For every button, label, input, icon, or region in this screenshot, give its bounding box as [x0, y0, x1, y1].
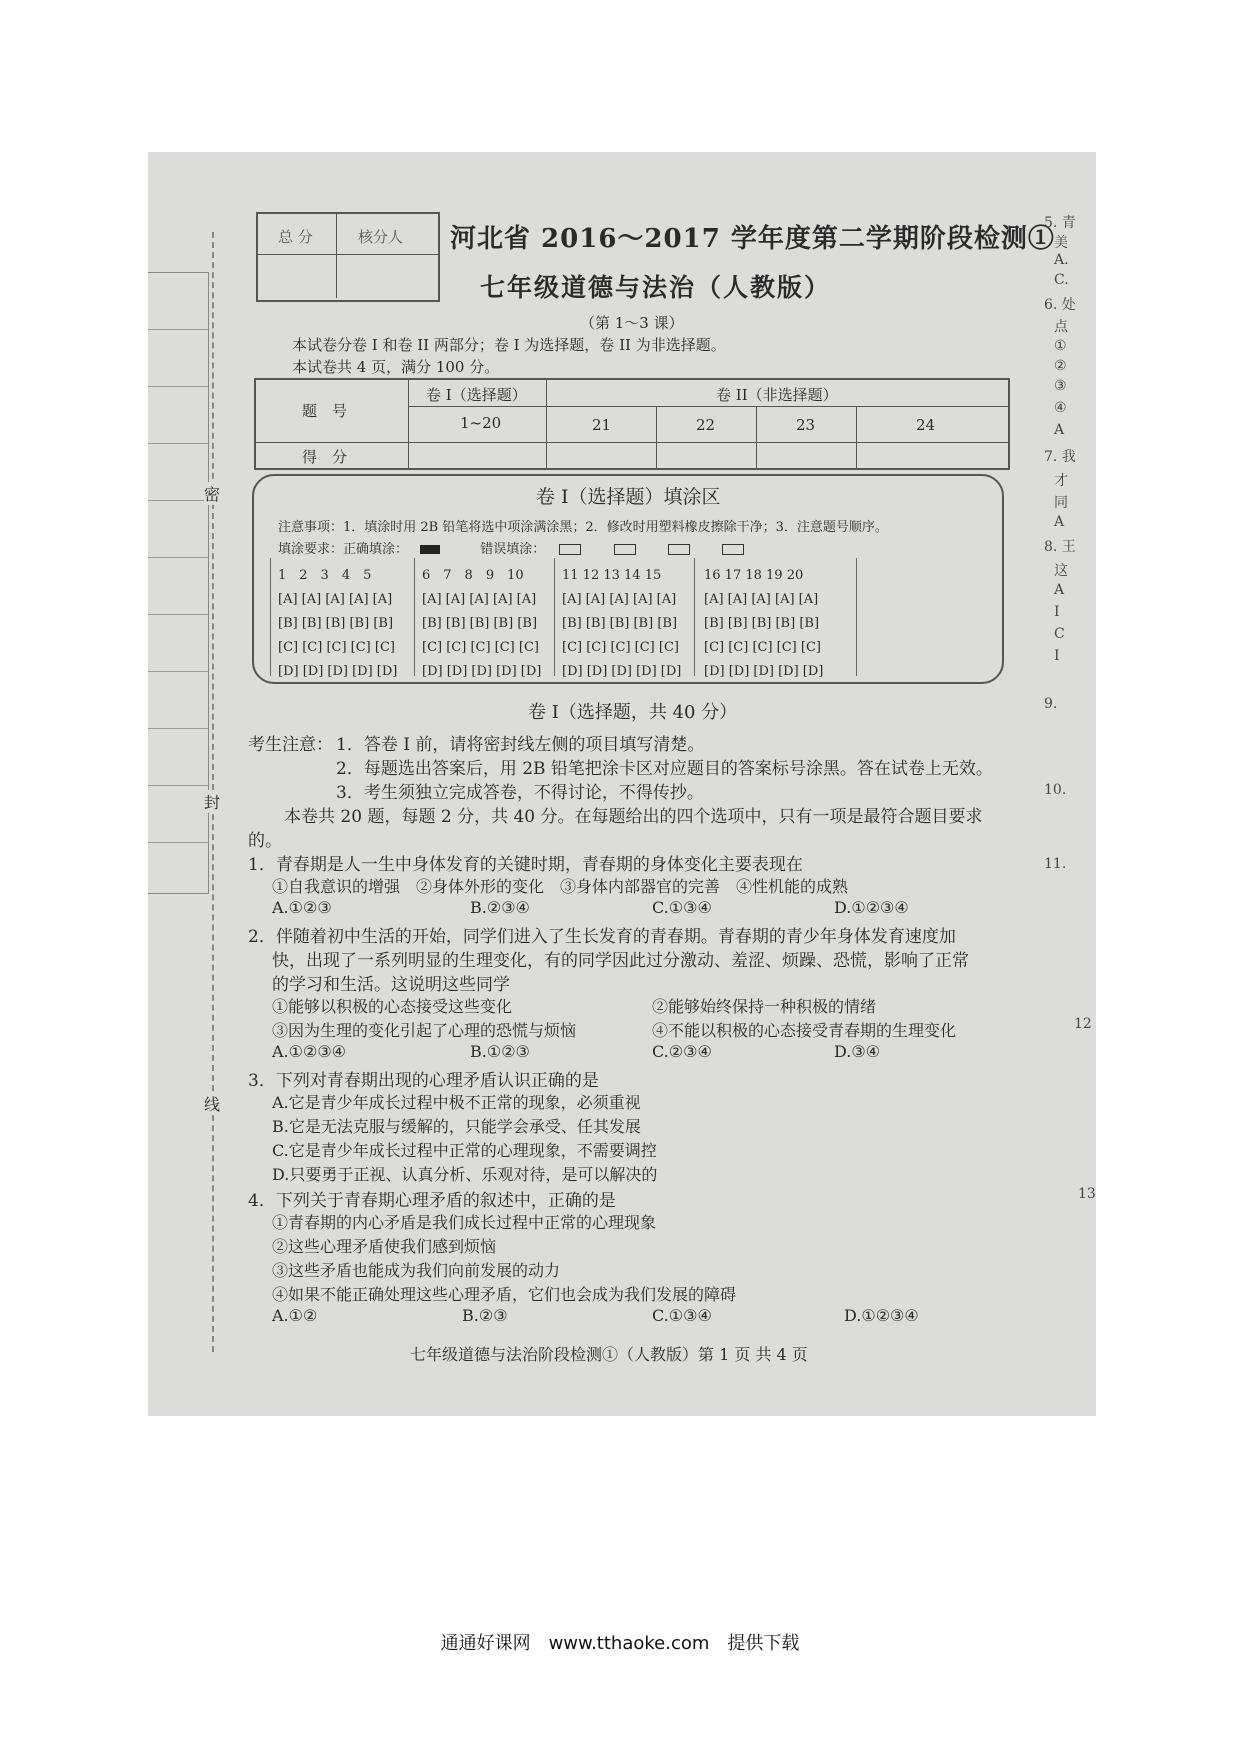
- col-24: 24: [916, 416, 936, 434]
- bubble-row-b[interactable]: [B] [B] [B] [B] [B]: [422, 616, 538, 631]
- right-fragment: A: [1054, 582, 1065, 598]
- seal-word-xian: 线: [204, 1092, 220, 1115]
- q4-option-d: D.①②③④: [844, 1306, 919, 1325]
- right-fragment: I: [1054, 604, 1060, 620]
- bubble-group-1: [278, 564, 404, 684]
- q4-option-c: C.①③④: [652, 1306, 712, 1325]
- q1-items: ①自我意识的增强 ②身体外形的变化 ③身体内部器官的完善 ④性机能的成熟: [272, 877, 849, 896]
- right-fragment: 13: [1078, 1186, 1096, 1202]
- q1-option-c: C.①③④: [652, 898, 712, 917]
- right-fragment: 6. 处: [1044, 297, 1076, 313]
- wrong-fill-icon-3: [668, 544, 690, 555]
- bubble-numbers: 11 12 13 14 15: [562, 568, 662, 583]
- left-info-table: [148, 272, 209, 894]
- bubble-row-c[interactable]: [C] [C] [C] [C] [C]: [422, 640, 539, 655]
- total-score-label: 总 分: [278, 228, 313, 246]
- bubble-row-c[interactable]: [C] [C] [C] [C] [C]: [278, 640, 395, 655]
- notice-2: 2．每题选出答案后，用 2B 铅笔把涂卡区对应题目的答案标号涂黑。答在试卷上无效。: [336, 759, 993, 779]
- score-table: [254, 378, 1010, 470]
- grid-separator: [554, 558, 555, 676]
- seal-word-mi: 密: [204, 482, 220, 505]
- fill-area-title: 卷 I（选择题）填涂区: [536, 486, 721, 508]
- notice-1: 1．答卷 I 前，请将密封线左侧的项目填写清楚。: [336, 735, 705, 755]
- wrong-fill-icon-4: [722, 544, 744, 555]
- col-21: 21: [592, 416, 612, 434]
- bubble-row-a[interactable]: [A] [A] [A] [A] [A]: [704, 592, 819, 607]
- right-fragment: 点: [1054, 319, 1068, 335]
- right-fragment: 12: [1074, 1016, 1092, 1032]
- q3-option-d: D.只要勇于正视、认真分析、乐观对待，是可以解决的: [272, 1165, 658, 1184]
- right-fragment: I: [1054, 648, 1060, 664]
- bubble-row-d[interactable]: [D] [D] [D] [D] [D]: [704, 664, 824, 679]
- q1-option-a: A.①②③: [272, 898, 332, 917]
- right-fragment: 才: [1054, 473, 1068, 489]
- right-fragment: 这: [1054, 563, 1068, 579]
- col-23: 23: [796, 416, 816, 434]
- bubble-numbers: 1 2 3 4 5: [278, 568, 372, 583]
- right-fragment: ②: [1054, 358, 1067, 374]
- score-box: [256, 212, 440, 302]
- bubble-row-b[interactable]: [B] [B] [B] [B] [B]: [704, 616, 820, 631]
- q4-item-3: ③这些矛盾也能成为我们向前发展的动力: [272, 1261, 561, 1280]
- q3-option-a: A.它是青少年成长过程中极不正常的现象，必须重视: [272, 1093, 641, 1112]
- q1-stem: 1．青春期是人一生中身体发育的关键时期，青春期的身体变化主要表现在: [248, 855, 803, 875]
- q2-option-c: C.②③④: [652, 1042, 712, 1061]
- section-1-title: 卷 I（选择题，共 40 分）: [528, 702, 738, 723]
- q2-stem-1: 2．伴随着初中生活的开始，同学们进入了生长发育的青春期。青春期的青少年身体发育速度加: [248, 927, 956, 947]
- bubble-row-c[interactable]: [C] [C] [C] [C] [C]: [704, 640, 821, 655]
- checker-label: 核分人: [358, 228, 404, 246]
- q3-option-b: B.它是无法克服与缓解的，只能学会承受、任其发展: [272, 1117, 641, 1136]
- bubble-row-b[interactable]: [B] [B] [B] [B] [B]: [278, 616, 394, 631]
- q4-item-1: ①青春期的内心矛盾是我们成长过程中正常的心理现象: [272, 1213, 657, 1232]
- q4-item-4: ④如果不能正确处理这些心理矛盾，它们也会成为我们发展的障碍: [272, 1285, 737, 1304]
- wrong-fill-label: 错误填涂：: [480, 542, 546, 557]
- fill-notes: 注意事项：1．填涂时用 2B 铅笔将选中项涂满涂黑；2．修改时用塑料橡皮擦除干净；3．注意题号顺序。: [278, 520, 888, 535]
- part1-header: 卷 I（选择题）: [426, 386, 527, 404]
- q2-stem-3: 的学习和生活。这说明这些同学: [272, 975, 510, 995]
- right-fragment: C.: [1054, 272, 1069, 288]
- part2-header: 卷 II（非选择题）: [716, 386, 838, 404]
- seal-word-feng: 封: [204, 790, 220, 813]
- instruction-line-1: 本卷共 20 题，每题 2 分，共 40 分。在每题给出的四个选项中，只有一项是最符合题目要求: [284, 807, 983, 827]
- bubble-row-a[interactable]: [A] [A] [A] [A] [A]: [422, 592, 537, 607]
- col-1-20: 1~20: [460, 414, 502, 432]
- q3-stem: 3．下列对青春期出现的心理矛盾认识正确的是: [248, 1071, 599, 1091]
- q2-option-a: A.①②③④: [272, 1042, 347, 1061]
- bubble-row-b[interactable]: [B] [B] [B] [B] [B]: [562, 616, 678, 631]
- q2-item-4: ④不能以积极的心态接受青春期的生理变化: [652, 1021, 957, 1040]
- bubble-group-3: [562, 564, 688, 684]
- bubble-row-a[interactable]: [A] [A] [A] [A] [A]: [562, 592, 677, 607]
- right-fragment: ③: [1054, 378, 1067, 394]
- instruction-line-2: 的。: [248, 831, 282, 851]
- page-footer: 七年级道德与法治阶段检测①（人教版）第 1 页 共 4 页: [410, 1345, 808, 1364]
- right-fragment: 11.: [1044, 856, 1067, 872]
- right-fragment: A: [1054, 422, 1065, 438]
- right-fragment: 10.: [1044, 782, 1067, 798]
- right-fragment: A.: [1054, 252, 1069, 268]
- bubble-group-2: [422, 564, 548, 684]
- bubble-row-c[interactable]: [C] [C] [C] [C] [C]: [562, 640, 679, 655]
- bubble-numbers: 16 17 18 19 20: [704, 568, 804, 583]
- intro-line-2: 本试卷共 4 页，满分 100 分。: [292, 358, 500, 376]
- q2-option-d: D.③④: [834, 1042, 881, 1061]
- q3-option-c: C.它是青少年成长过程中正常的心理现象，不需要调控: [272, 1141, 657, 1160]
- q1-option-d: D.①②③④: [834, 898, 909, 917]
- bubble-numbers: 6 7 8 9 10: [422, 568, 524, 583]
- download-watermark: 通通好课网 www.tthaoke.com 提供下载: [440, 1633, 800, 1654]
- correct-fill-icon: [420, 545, 440, 554]
- row-label-number: 题 号: [302, 402, 348, 420]
- right-fragment: 5. 青: [1044, 215, 1076, 231]
- right-fragment: 7. 我: [1044, 449, 1076, 465]
- q4-item-2: ②这些心理矛盾使我们感到烦恼: [272, 1237, 497, 1256]
- right-fragment: ①: [1054, 338, 1067, 354]
- q2-item-2: ②能够始终保持一种积极的情绪: [652, 997, 877, 1016]
- row-label-score: 得 分: [302, 448, 348, 466]
- right-fragment: ④: [1054, 400, 1067, 416]
- notice-3: 3．考生须独立完成答卷，不得讨论，不得传抄。: [336, 783, 704, 803]
- bubble-group-4: [704, 564, 830, 684]
- grid-separator: [414, 558, 415, 676]
- notice-label: 考生注意：: [248, 735, 333, 755]
- exam-title: 河北省 2016～2017 学年度第二学期阶段检测①: [450, 224, 1055, 254]
- q2-item-3: ③因为生理的变化引起了心理的恐慌与烦恼: [272, 1021, 577, 1040]
- bubble-row-a[interactable]: [A] [A] [A] [A] [A]: [278, 592, 393, 607]
- subject-title: 七年级道德与法治（人教版）: [480, 273, 832, 302]
- col-22: 22: [696, 416, 716, 434]
- q2-option-b: B.①②③: [470, 1042, 530, 1061]
- bubble-row-d[interactable]: [D] [D] [D] [D] [D]: [562, 664, 682, 679]
- right-fragment: A: [1054, 514, 1065, 530]
- correct-fill-label: 填涂要求：正确填涂：: [278, 542, 409, 557]
- q4-stem: 4．下列关于青春期心理矛盾的叙述中，正确的是: [248, 1191, 616, 1211]
- lessons-range: （第 1～3 课）: [580, 314, 684, 332]
- right-fragment: C: [1054, 626, 1065, 642]
- grid-separator: [856, 558, 857, 676]
- right-fragment: 美: [1054, 235, 1068, 251]
- q1-option-b: B.②③④: [470, 898, 530, 917]
- fill-requirements: [278, 538, 744, 557]
- q4-option-a: A.①②: [272, 1306, 318, 1325]
- wrong-fill-icon-1: [559, 544, 581, 555]
- wrong-fill-icon-2: [614, 544, 636, 555]
- q2-stem-2: 快，出现了一系列明显的生理变化，有的同学因此过分激动、羞涩、烦躁、恐慌，影响了正常: [272, 951, 969, 971]
- right-fragment: 8. 王: [1044, 539, 1076, 555]
- grid-separator: [270, 558, 271, 676]
- q4-option-b: B.②③: [462, 1306, 508, 1325]
- intro-line-1: 本试卷分卷 I 和卷 II 两部分；卷 I 为选择题，卷 II 为非选择题。: [292, 336, 726, 354]
- bubble-row-d[interactable]: [D] [D] [D] [D] [D]: [422, 664, 542, 679]
- grid-separator: [694, 558, 695, 676]
- q2-item-1: ①能够以积极的心态接受这些变化: [272, 997, 513, 1016]
- right-fragment: 同: [1054, 495, 1068, 511]
- bubble-row-d[interactable]: [D] [D] [D] [D] [D]: [278, 664, 398, 679]
- exam-photo: [148, 152, 1096, 1416]
- right-fragment: 9.: [1044, 696, 1058, 712]
